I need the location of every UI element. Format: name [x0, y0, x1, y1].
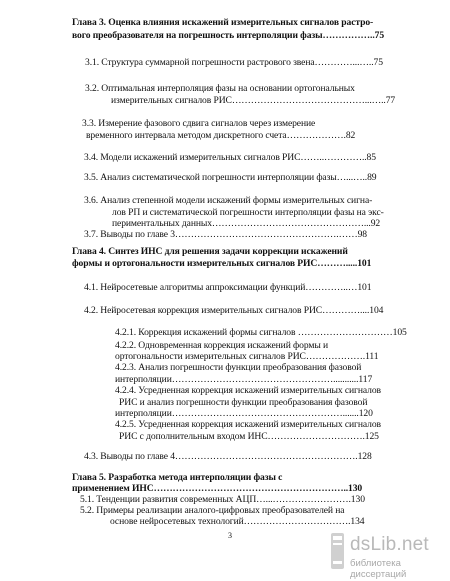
- toc-entry-line: временного интервала методом дискретного счета……………….82: [86, 130, 356, 141]
- toc-entry-line: 5.1. Тенденции развития современных АЦП…...…………………….130: [80, 494, 365, 505]
- book-spine-logo-icon: [328, 531, 348, 571]
- watermark-site-name: dsLib.net: [350, 534, 429, 555]
- toc-entry-line: 3.6. Анализ степенной модели искажений формы измерительных сигна-: [84, 195, 373, 206]
- toc-entry-line: 3.3. Измерение фазового сдвига сигналов через измерение: [82, 118, 316, 129]
- toc-entry-line: 4.2. Нейросетевая коррекция измерительных сигналов РИС…………....104: [84, 305, 384, 316]
- chapter-heading-line: применением ИНС……………………………………………………..130: [72, 483, 363, 494]
- toc-entry-line: 4.2.2. Одновременная коррекция искажений формы и: [115, 340, 329, 351]
- toc-entry-line: интерполяции……………………………………………...........117: [115, 374, 373, 385]
- toc-entry-line: 4.2.4. Усредненная коррекция искажений измерительных сигналов: [115, 385, 381, 396]
- watermark: [328, 531, 446, 580]
- toc-entry-line: 4.3. Выводы по главе 4………………………………………………….128: [84, 451, 372, 462]
- chapter-heading-line: Глава 5. Разработка метода интерполяции фазы с: [72, 472, 283, 483]
- toc-entry-line: интерполяции……………………………………………….......120: [115, 408, 373, 419]
- chapter-heading-line: Глава 4. Синтез ИНС для решения задачи коррекции искажений: [72, 246, 348, 257]
- toc-entry-line: 3.7. Выводы по главе 3…………………………………………….……98: [84, 229, 367, 240]
- toc-entry-line: основе нейросетевых технологий…………………………….134: [110, 516, 365, 527]
- toc-entry-line: 3.1. Структура суммарной погрешности растрового звена…………...…..75: [85, 57, 383, 68]
- toc-entry-line: 4.2.3. Анализ погрешности функции преобразования фазовой: [115, 362, 362, 373]
- watermark-subtitle: библиотека диссертаций: [350, 558, 407, 580]
- toc-entry-line: 3.5. Анализ систематической погрешности интерполяции фазы…...…..89: [84, 172, 377, 183]
- toc-entry-line: 4.1. Нейросетевые алгоритмы аппроксимации функций…………..…101: [84, 282, 372, 293]
- page-number: 3: [228, 531, 232, 540]
- toc-entry-line: РИС с дополнительным входом ИНС………………………….125: [119, 431, 379, 442]
- toc-entry-line: 4.2.1. Коррекция искажений формы сигналов …………………………105: [115, 327, 407, 338]
- toc-entry-line: 3.4. Модели искажений измерительных сигналов РИС……..…………..85: [84, 152, 376, 163]
- chapter-heading-line: Глава 3. Оценка влияния искажений измерительных сигналов растро-: [72, 17, 374, 28]
- toc-entry-line: 4.2.5. Усредненная коррекция искажений измерительных сигналов: [115, 419, 381, 430]
- toc-entry-line: лов РП и систематической погрешности интерполяции фазы на экс-: [112, 207, 384, 218]
- chapter-heading-line: вого преобразователя на погрешность интерполяции фазы……………..75: [72, 30, 385, 41]
- toc-entry-line: измерительных сигналов РИС……………………………………...…..77: [111, 95, 396, 106]
- chapter-heading-line: формы и ортогональности измерительных сигналов РИС……….....101: [72, 258, 372, 269]
- toc-entry-line: ортогональности измерительных сигналов РИС……………….111: [115, 351, 379, 362]
- toc-entry-line: РИС и анализ погрешности функции преобразования фазовой: [119, 397, 368, 408]
- toc-entry-line: 5.2. Примеры реализации аналого-цифровых преобразователей на: [80, 505, 345, 516]
- toc-entry-line: периментальных данных…………………………………………...92: [112, 218, 381, 229]
- toc-entry-line: 3.2. Оптимальная интерполяция фазы на основании ортогональных: [85, 83, 355, 94]
